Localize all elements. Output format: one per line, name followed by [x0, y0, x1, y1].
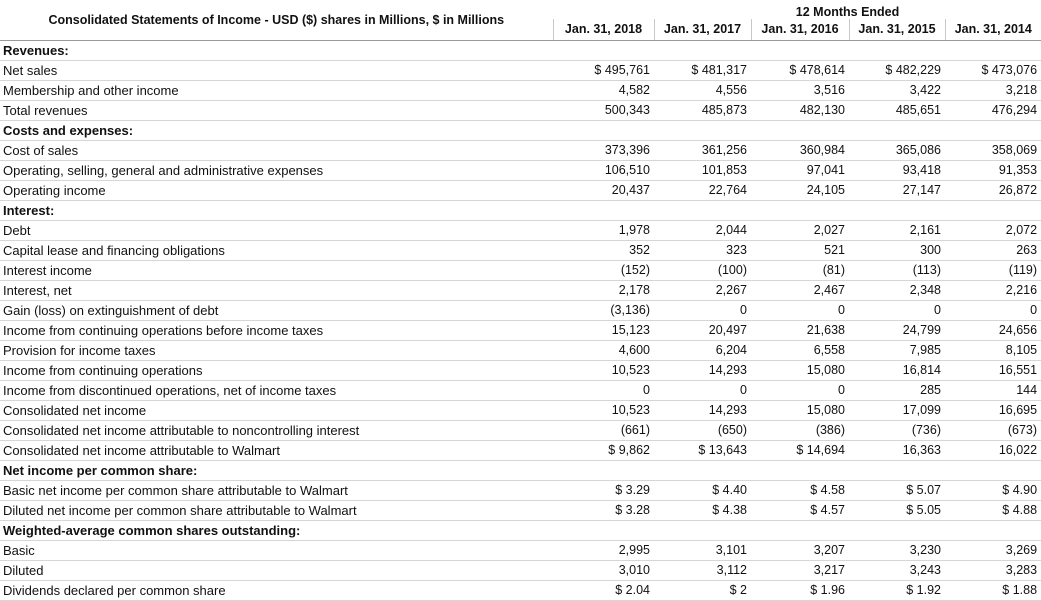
table-row [0, 381, 1041, 401]
column-header-1: Jan. 31, 2017 [654, 19, 751, 41]
row-value: 361,256 [654, 141, 751, 161]
row-value: 2,995 [553, 541, 654, 561]
row-value [945, 201, 1041, 221]
row-value: $ 1.92 [849, 581, 945, 601]
row-value: (119) [945, 261, 1041, 281]
row-value: (661) [553, 421, 654, 441]
row-value [849, 461, 945, 481]
row-value: (650) [654, 421, 751, 441]
row-value: 500,343 [553, 101, 654, 121]
row-value [849, 41, 945, 61]
row-value: 3,243 [849, 561, 945, 581]
table-row [0, 301, 1041, 321]
row-value: $ 478,614 [751, 61, 849, 81]
row-label: Costs and expenses: [0, 121, 553, 141]
row-value: $ 495,761 [553, 61, 654, 81]
table-row [0, 141, 1041, 161]
row-value: (152) [553, 261, 654, 281]
table-row [0, 581, 1041, 601]
row-value: 97,041 [751, 161, 849, 181]
row-value: (386) [751, 421, 849, 441]
section-header-row [0, 201, 1041, 221]
row-value: 16,363 [849, 441, 945, 461]
row-value: 8,105 [945, 341, 1041, 361]
row-value: 106,510 [553, 161, 654, 181]
row-value: 17,099 [849, 401, 945, 421]
row-value [849, 121, 945, 141]
row-value: 3,269 [945, 541, 1041, 561]
row-value: 15,123 [553, 321, 654, 341]
row-value: 3,283 [945, 561, 1041, 581]
row-value: $ 1.96 [751, 581, 849, 601]
row-value: 93,418 [849, 161, 945, 181]
row-value: $ 4.90 [945, 481, 1041, 501]
row-label: Diluted net income per common share attributable to Walmart [0, 501, 553, 521]
table-row [0, 61, 1041, 81]
row-label: Interest income [0, 261, 553, 281]
row-label: Gain (loss) on extinguishment of debt [0, 301, 553, 321]
row-value: 0 [654, 381, 751, 401]
row-value [654, 521, 751, 541]
row-value: 2,267 [654, 281, 751, 301]
row-value: 24,799 [849, 321, 945, 341]
row-value: 27,147 [849, 181, 945, 201]
row-value [654, 41, 751, 61]
row-value: (81) [751, 261, 849, 281]
row-value: 0 [849, 301, 945, 321]
table-row [0, 241, 1041, 261]
row-value [945, 521, 1041, 541]
row-label: Operating income [0, 181, 553, 201]
row-value: $ 3.29 [553, 481, 654, 501]
row-label: Consolidated net income [0, 401, 553, 421]
row-value: 16,022 [945, 441, 1041, 461]
row-value: 2,467 [751, 281, 849, 301]
row-value: 24,105 [751, 181, 849, 201]
column-header-2: Jan. 31, 2016 [751, 19, 849, 41]
row-value: $ 13,643 [654, 441, 751, 461]
row-value: (736) [849, 421, 945, 441]
row-value: 485,873 [654, 101, 751, 121]
row-value [553, 461, 654, 481]
row-value: 24,656 [945, 321, 1041, 341]
row-value: 16,695 [945, 401, 1041, 421]
row-value: 485,651 [849, 101, 945, 121]
table-row [0, 81, 1041, 101]
row-value: 3,422 [849, 81, 945, 101]
row-value: $ 4.38 [654, 501, 751, 521]
row-value: $ 473,076 [945, 61, 1041, 81]
row-label: Membership and other income [0, 81, 553, 101]
row-value: 10,523 [553, 401, 654, 421]
row-value [751, 41, 849, 61]
row-value: 6,204 [654, 341, 751, 361]
row-value: 3,207 [751, 541, 849, 561]
row-label: Net sales [0, 61, 553, 81]
row-value [553, 121, 654, 141]
row-value: 365,086 [849, 141, 945, 161]
row-value: $ 481,317 [654, 61, 751, 81]
row-value: 3,217 [751, 561, 849, 581]
section-header-row [0, 521, 1041, 541]
table-row [0, 161, 1041, 181]
row-label: Interest, net [0, 281, 553, 301]
column-header-0: Jan. 31, 2018 [553, 19, 654, 41]
row-value: 15,080 [751, 401, 849, 421]
row-value: 7,985 [849, 341, 945, 361]
table-row [0, 341, 1041, 361]
row-value: $ 2 [654, 581, 751, 601]
row-value: 0 [751, 301, 849, 321]
row-value: $ 3.28 [553, 501, 654, 521]
row-label: Revenues: [0, 41, 553, 61]
row-value [849, 201, 945, 221]
row-label: Basic [0, 541, 553, 561]
row-label: Income from continuing operations before income taxes [0, 321, 553, 341]
row-value: $ 5.07 [849, 481, 945, 501]
row-value: 2,161 [849, 221, 945, 241]
row-label: Total revenues [0, 101, 553, 121]
table-row [0, 401, 1041, 421]
row-value: 3,010 [553, 561, 654, 581]
row-label: Provision for income taxes [0, 341, 553, 361]
table-row [0, 321, 1041, 341]
row-value: 2,027 [751, 221, 849, 241]
row-value: 101,853 [654, 161, 751, 181]
row-label: Capital lease and financing obligations [0, 241, 553, 261]
row-value: 14,293 [654, 401, 751, 421]
row-value: $ 4.58 [751, 481, 849, 501]
row-value [654, 121, 751, 141]
row-value: 22,764 [654, 181, 751, 201]
row-value: 16,814 [849, 361, 945, 381]
row-label: Net income per common share: [0, 461, 553, 481]
row-value: 3,112 [654, 561, 751, 581]
table-row [0, 481, 1041, 501]
row-value [751, 521, 849, 541]
table-row [0, 561, 1041, 581]
row-value [849, 521, 945, 541]
column-header-3: Jan. 31, 2015 [849, 19, 945, 41]
row-value: 26,872 [945, 181, 1041, 201]
row-value: 352 [553, 241, 654, 261]
row-value: 2,348 [849, 281, 945, 301]
row-value [553, 201, 654, 221]
table-row [0, 281, 1041, 301]
row-value: 0 [945, 301, 1041, 321]
row-value: 521 [751, 241, 849, 261]
row-value: $ 1.88 [945, 581, 1041, 601]
row-value: (673) [945, 421, 1041, 441]
row-value: 91,353 [945, 161, 1041, 181]
row-value [751, 461, 849, 481]
row-value: 4,556 [654, 81, 751, 101]
table-row [0, 421, 1041, 441]
table-row [0, 101, 1041, 121]
row-value: $ 9,862 [553, 441, 654, 461]
row-label: Dividends declared per common share [0, 581, 553, 601]
row-value: 15,080 [751, 361, 849, 381]
row-value: 144 [945, 381, 1041, 401]
row-value: 4,600 [553, 341, 654, 361]
statement-title: Consolidated Statements of Income - USD ($) shares in Millions, $ in Millions [0, 0, 553, 41]
row-value: 263 [945, 241, 1041, 261]
row-value: 2,178 [553, 281, 654, 301]
row-value: 285 [849, 381, 945, 401]
row-value: 3,516 [751, 81, 849, 101]
row-value: 476,294 [945, 101, 1041, 121]
row-label: Interest: [0, 201, 553, 221]
row-value: 358,069 [945, 141, 1041, 161]
row-value: $ 4.57 [751, 501, 849, 521]
table-row [0, 541, 1041, 561]
row-value: 3,101 [654, 541, 751, 561]
row-value: 482,130 [751, 101, 849, 121]
row-label: Cost of sales [0, 141, 553, 161]
row-label: Diluted [0, 561, 553, 581]
row-value [945, 461, 1041, 481]
row-value: 4,582 [553, 81, 654, 101]
row-label: Weighted-average common shares outstanding: [0, 521, 553, 541]
column-header-4: Jan. 31, 2014 [945, 19, 1041, 41]
row-value: (100) [654, 261, 751, 281]
row-value [553, 521, 654, 541]
row-value: $ 4.40 [654, 481, 751, 501]
row-value: 14,293 [654, 361, 751, 381]
row-value: $ 5.05 [849, 501, 945, 521]
row-value [751, 121, 849, 141]
row-label: Income from discontinued operations, net of income taxes [0, 381, 553, 401]
section-header-row [0, 461, 1041, 481]
row-value: 323 [654, 241, 751, 261]
row-value: $ 4.88 [945, 501, 1041, 521]
row-value: 2,216 [945, 281, 1041, 301]
row-value: 2,044 [654, 221, 751, 241]
period-group-header: 12 Months Ended [795, 4, 900, 19]
row-label: Basic net income per common share attributable to Walmart [0, 481, 553, 501]
row-label: Debt [0, 221, 553, 241]
row-value: 10,523 [553, 361, 654, 381]
row-value: 3,218 [945, 81, 1041, 101]
row-value: 0 [553, 381, 654, 401]
row-value: 300 [849, 241, 945, 261]
row-value: 1,978 [553, 221, 654, 241]
row-value [751, 201, 849, 221]
row-value: 3,230 [849, 541, 945, 561]
row-label: Income from continuing operations [0, 361, 553, 381]
row-value: 2,072 [945, 221, 1041, 241]
row-value: 21,638 [751, 321, 849, 341]
section-header-row [0, 41, 1041, 61]
row-value: (3,136) [553, 301, 654, 321]
table-row [0, 261, 1041, 281]
table-row [0, 361, 1041, 381]
row-value [553, 41, 654, 61]
row-value: 20,437 [553, 181, 654, 201]
table-row [0, 181, 1041, 201]
row-value: 16,551 [945, 361, 1041, 381]
row-value: 373,396 [553, 141, 654, 161]
table-row [0, 501, 1041, 521]
row-value: $ 14,694 [751, 441, 849, 461]
row-label: Consolidated net income attributable to Walmart [0, 441, 553, 461]
row-value: 0 [751, 381, 849, 401]
table-row [0, 221, 1041, 241]
row-value: (113) [849, 261, 945, 281]
row-value: 0 [654, 301, 751, 321]
row-value [654, 201, 751, 221]
table-row [0, 441, 1041, 461]
row-label: Operating, selling, general and administrative expenses [0, 161, 553, 181]
row-value [654, 461, 751, 481]
row-label: Consolidated net income attributable to noncontrolling interest [0, 421, 553, 441]
row-value: $ 482,229 [849, 61, 945, 81]
row-value: 360,984 [751, 141, 849, 161]
row-value: 6,558 [751, 341, 849, 361]
row-value [945, 41, 1041, 61]
row-value: $ 2.04 [553, 581, 654, 601]
row-value: 20,497 [654, 321, 751, 341]
section-header-row [0, 121, 1041, 141]
row-value [945, 121, 1041, 141]
